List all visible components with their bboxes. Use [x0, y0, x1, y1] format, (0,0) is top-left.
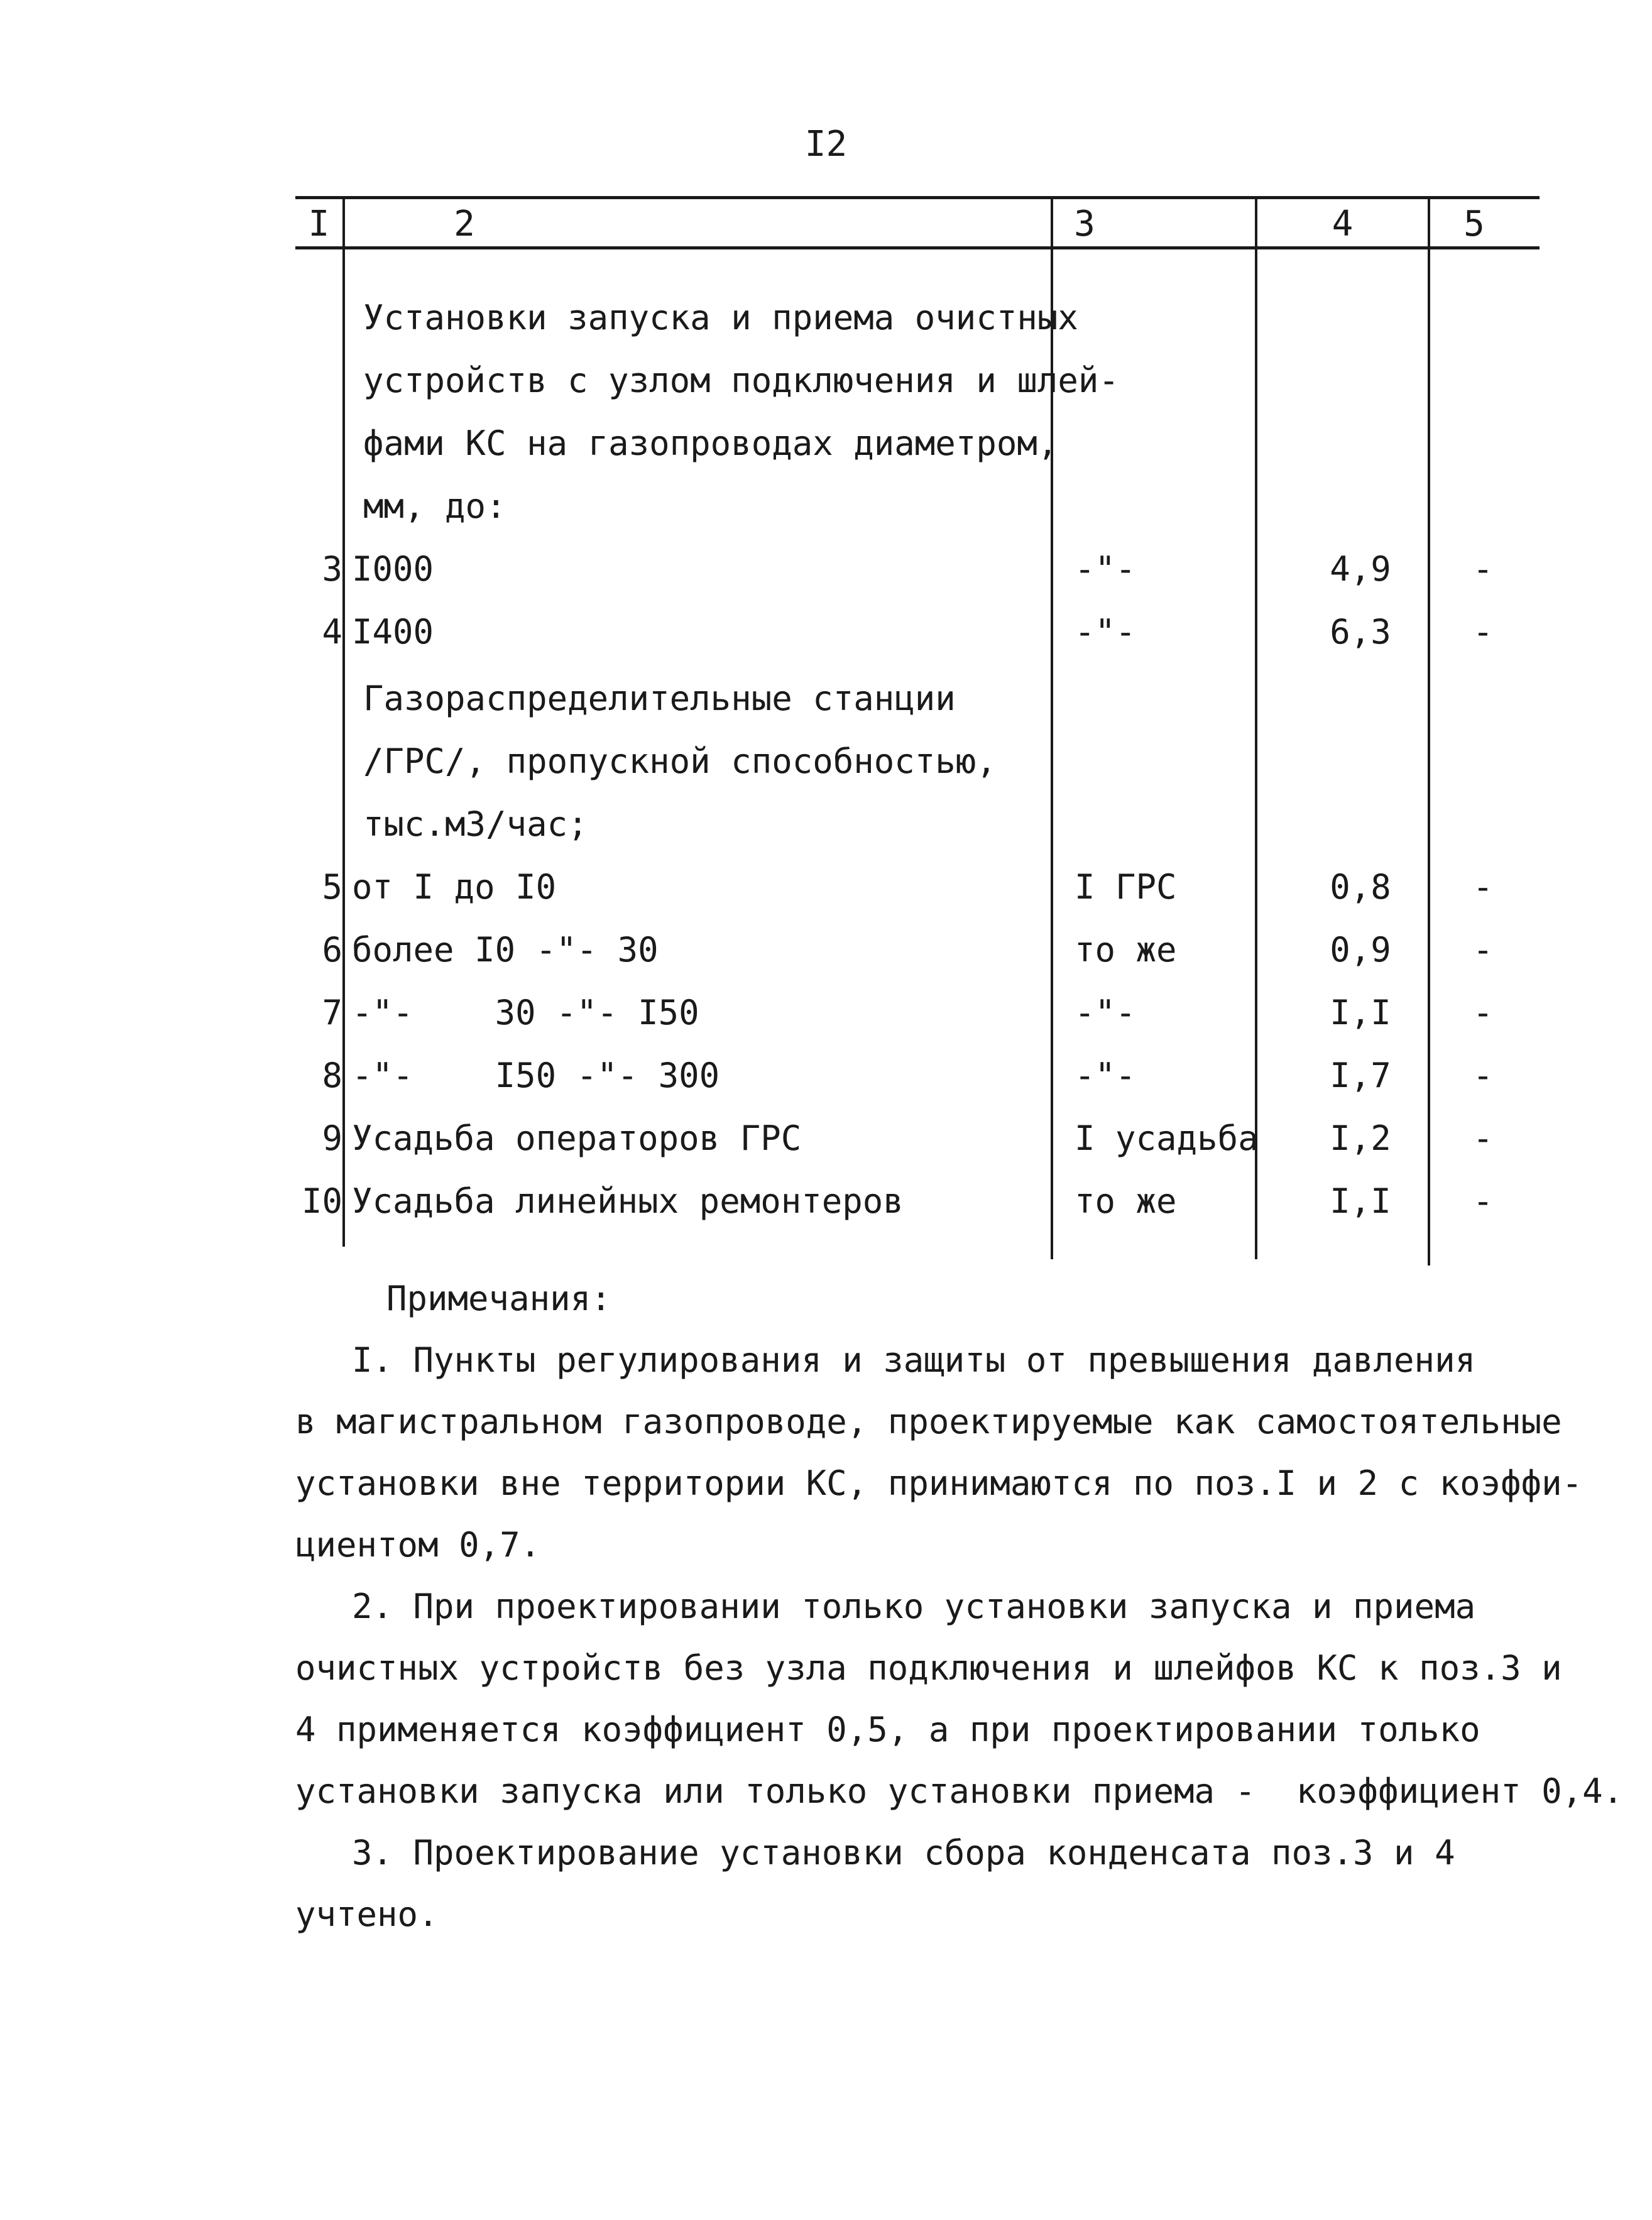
row-value: 4,9: [1330, 549, 1391, 589]
row-unit: I усадьба: [1075, 1118, 1259, 1158]
row-value: I,2: [1330, 1118, 1391, 1158]
notes-title: Примечания:: [386, 1279, 611, 1318]
row-number: 9: [322, 1118, 342, 1158]
note-3-line: 3. Проектирование установки сбора конденсата поз.3 и 4: [352, 1833, 1455, 1873]
note-2-line: 4 применяется коэффициент 0,5, а при проектировании только: [295, 1710, 1480, 1749]
table-row: [0, 856, 1652, 919]
row-unit: -"-: [1075, 612, 1136, 652]
row-value: 0,8: [1330, 867, 1391, 907]
group-heading-line: фами КС на газопроводах диаметром,: [363, 424, 1058, 463]
row-value: 0,9: [1330, 930, 1391, 970]
row-value: I,I: [1330, 993, 1391, 1032]
row-name: от I до I0: [352, 867, 557, 907]
group-heading-line: Газораспределительные станции: [363, 679, 956, 718]
row-value: I,7: [1330, 1056, 1391, 1095]
note-2-line: 2. При проектировании только установки запуска и приема: [352, 1587, 1476, 1626]
row-name: I400: [352, 612, 434, 652]
group-heading-line: Установки запуска и приема очистных: [363, 298, 1078, 337]
row-unit: -"-: [1075, 1056, 1136, 1095]
table-row: [0, 601, 1652, 664]
row-col5: -: [1472, 612, 1494, 652]
table-row: [0, 1044, 1652, 1107]
group-heading-line: мм, до:: [363, 486, 506, 526]
row-name: -"- I50 -"- 300: [352, 1056, 720, 1095]
note-2-line: установки запуска или только установки приема - коэффициент 0,4.: [295, 1771, 1624, 1811]
row-col5: -: [1472, 930, 1494, 970]
row-col5: -: [1472, 867, 1494, 907]
row-value: I,I: [1330, 1181, 1391, 1221]
table-row: [0, 1170, 1652, 1233]
note-1-line: I. Пункты регулирования и защиты от превышения давления: [352, 1340, 1476, 1380]
row-number: 8: [322, 1056, 342, 1095]
row-number: 5: [322, 867, 342, 907]
row-number: 3: [322, 549, 342, 589]
table-row: [0, 982, 1652, 1044]
table-row: [0, 538, 1652, 601]
row-col5: -: [1472, 993, 1494, 1032]
note-3-line: учтено.: [295, 1895, 439, 1934]
row-col5: -: [1472, 549, 1494, 589]
table-row: [0, 1107, 1652, 1170]
row-number: 6: [322, 930, 342, 970]
row-col5: -: [1472, 1118, 1494, 1158]
row-unit: то же: [1075, 1181, 1177, 1221]
note-2-line: очистных устройств без узла подключения и шлейфов КС к поз.3 и: [295, 1648, 1562, 1688]
page-number: I2: [804, 124, 848, 165]
header-col-5: 5: [1463, 204, 1485, 244]
notes-section: [295, 1268, 1624, 1945]
row-number: 7: [322, 993, 342, 1032]
group-heading-line: /ГРС/, пропускной способностью,: [363, 741, 997, 781]
row-number: 4: [322, 612, 342, 652]
group-heading-line: устройств с узлом подключения и шлей-: [363, 361, 1119, 400]
note-1-line: циентом 0,7.: [295, 1525, 541, 1565]
header-col-1: I: [308, 204, 330, 244]
table-row: [0, 919, 1652, 982]
header-col-3: 3: [1074, 204, 1095, 244]
header-col-4: 4: [1332, 204, 1354, 244]
row-name: I000: [352, 549, 434, 589]
row-unit: то же: [1075, 930, 1177, 970]
row-unit: I ГРС: [1075, 867, 1177, 907]
table-header-rule: [295, 246, 1540, 249]
row-unit: -"-: [1075, 549, 1136, 589]
note-1-line: установки вне территории КС, принимаются по поз.I и 2 с коэффи-: [295, 1463, 1583, 1503]
row-col5: -: [1472, 1056, 1494, 1095]
row-name: -"- 30 -"- I50: [352, 993, 699, 1032]
row-unit: -"-: [1075, 993, 1136, 1032]
row-value: 6,3: [1330, 612, 1391, 652]
row-col5: -: [1472, 1181, 1494, 1221]
table-top-rule: [295, 196, 1540, 199]
note-1-line: в магистральном газопроводе, проектируемые как самостоятельные: [295, 1402, 1562, 1441]
row-name: более I0 -"- 30: [352, 930, 659, 970]
header-col-2: 2: [454, 204, 475, 244]
row-name: Усадьба операторов ГРС: [352, 1118, 802, 1158]
row-number: I0: [301, 1181, 342, 1221]
group-heading-line: тыс.м3/час;: [363, 804, 588, 844]
row-name: Усадьба линейных ремонтеров: [352, 1181, 904, 1221]
